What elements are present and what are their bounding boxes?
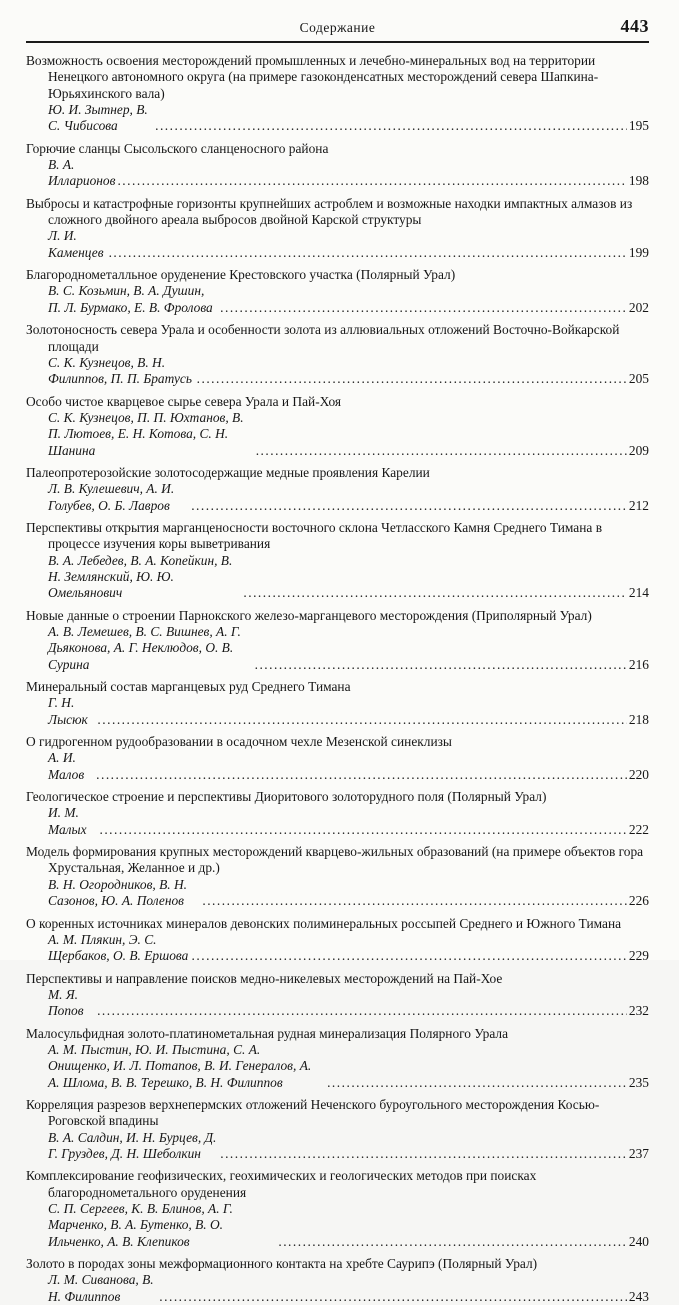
entry-title: Новые данные о строении Парнокского железо-марганцевого месторождения (Приполярный Урал)	[26, 607, 592, 623]
dot-leader	[97, 712, 626, 728]
entry-authors-line	[26, 695, 649, 728]
entry-authors: С. П. Сергеев, К. В. Блинов, А. Г. Марченко, В. А. Бутенко, В. О. Ильченко, А. В. Клепиков	[48, 1201, 233, 1249]
toc-list	[26, 53, 649, 1305]
entry-title: Перспективы и направление поисков медно-никелевых месторождений на Пай-Хое	[26, 970, 503, 986]
dot-leader	[202, 893, 627, 909]
entry-page-number: 240	[628, 1233, 649, 1249]
dot-leader	[191, 498, 627, 514]
entry-title: Выбросы и катастрофные горизонты крупнейших астроблем и возможные находки импактных алмазов из сложного двойного ареала выбросов двойной Карской структуры	[26, 195, 633, 228]
toc-entry	[26, 789, 649, 838]
entry-authors-line	[26, 624, 649, 673]
toc-entry	[26, 141, 649, 190]
dot-leader	[109, 245, 627, 261]
entry-authors: Л. В. Кулешевич, А. И. Голубев, О. Б. Лавров	[48, 481, 175, 513]
entry-authors: В. Н. Огородников, В. Н. Сазонов, Ю. А. Поленов	[48, 876, 188, 909]
entry-authors: В. А. Салдин, И. Н. Бурцев, Д. Г. Груздев, Д. Н. Шеболкин	[48, 1129, 217, 1161]
entry-authors-line	[26, 877, 649, 910]
dot-leader	[255, 657, 627, 673]
toc-entry	[26, 608, 649, 673]
entry-authors: В. С. Козьмин, В. А. Душин, П. Л. Бурмако, Е. В. Фролова	[48, 283, 213, 315]
entry-authors: Л. И. Каменцев	[48, 228, 104, 260]
entry-page-number: 235	[628, 1074, 649, 1090]
toc-entry	[26, 520, 649, 602]
toc-entry	[26, 1026, 649, 1091]
entry-authors-line	[26, 987, 649, 1020]
entry-authors-line	[26, 283, 649, 316]
toc-entry	[26, 679, 649, 728]
toc-entry	[26, 267, 649, 316]
dot-leader	[256, 443, 627, 459]
dot-leader	[159, 1289, 627, 1305]
entry-title: Комплексирование геофизических, геохимических и геологических методов при поисках благороднометального оруденения	[26, 1168, 537, 1200]
toc-entry	[26, 394, 649, 459]
entry-authors: А. В. Лемешев, В. С. Вишнев, А. Г. Дьяконова, А. Г. Неклюдов, О. В. Сурина	[48, 624, 241, 672]
entry-authors-line	[26, 157, 649, 190]
entry-title: О гидрогенном рудообразовании в осадочном чехле Мезенской синеклизы	[26, 734, 452, 750]
entry-title: Золото в породах зоны межформационного контакта на хребте Саурипэ (Полярный Урал)	[26, 1256, 538, 1272]
dot-leader	[97, 1003, 627, 1019]
entry-authors-line	[26, 1042, 649, 1091]
entry-authors: В. А. Лебедев, В. А. Копейкин, В. Н. Землянский, Ю. Ю. Омельянович	[48, 552, 233, 601]
entry-title: Благороднометалльное оруденение Крестовского участка (Полярный Урал)	[26, 267, 456, 283]
entry-authors-line	[26, 750, 649, 783]
entry-page-number: 202	[628, 299, 649, 315]
toc-entry	[26, 916, 649, 965]
dot-leader	[243, 585, 627, 601]
entry-page-number: 214	[628, 585, 649, 601]
entry-title: Горючие сланцы Сысольского сланценосного района	[26, 140, 329, 156]
entry-authors: С. К. Кузнецов, П. П. Юхтанов, В. П. Лютоев, Е. Н. Котова, С. Н. Шанина	[48, 409, 244, 458]
dot-leader	[99, 822, 626, 838]
contents-header	[26, 16, 649, 43]
dot-leader	[327, 1075, 627, 1091]
toc-entry	[26, 734, 649, 783]
entry-page-number: 222	[628, 821, 649, 837]
toc-entry	[26, 844, 649, 909]
dot-leader	[220, 1146, 627, 1162]
entry-authors-line	[26, 553, 649, 602]
entry-page-number: 205	[628, 371, 649, 387]
page-number-header: 443	[620, 16, 649, 36]
toc-entry	[26, 1168, 649, 1250]
entry-authors-line	[26, 1272, 649, 1305]
entry-page-number: 220	[628, 766, 649, 782]
entry-title: Особо чистое кварцевое сырье севера Урала и Пай-Хоя	[26, 393, 342, 409]
entry-authors: А. М. Плякин, Э. С. Щербаков, О. В. Ершова	[48, 931, 189, 964]
entry-authors: Л. М. Сиванова, В. Н. Филиппов	[48, 1272, 154, 1304]
entry-page-number: 237	[628, 1145, 649, 1161]
entry-page-number: 243	[628, 1288, 649, 1304]
entry-authors-line	[26, 1130, 649, 1163]
entry-page-number: 212	[628, 497, 649, 513]
entry-page-number: 209	[628, 442, 649, 458]
dot-leader	[197, 371, 627, 387]
entry-page-number: 229	[628, 948, 649, 964]
entry-title: Геологическое строение и перспективы Диоритового золоторудного поля (Полярный Урал)	[26, 789, 547, 805]
toc-entry	[26, 322, 649, 387]
toc-entry	[26, 1256, 649, 1305]
entry-authors-line	[26, 1201, 649, 1250]
entry-page-number: 198	[628, 173, 649, 189]
dot-leader	[117, 173, 626, 189]
entry-authors: С. К. Кузнецов, В. Н. Филиппов, П. П. Братусь	[48, 354, 192, 387]
dot-leader	[278, 1234, 627, 1250]
entry-page-number: 226	[628, 893, 649, 909]
entry-title: О коренных источниках минералов девонских полиминеральных россыпей Среднего и Южного Тимана	[26, 915, 622, 931]
dot-leader	[96, 767, 627, 783]
dot-leader	[155, 118, 627, 134]
entry-authors: Г. Н. Лысюк	[48, 695, 88, 727]
entry-title: Золотоносность севера Урала и особенности золота из аллювиальных отложений Восточно-Войкарской площади	[26, 322, 620, 354]
toc-entry	[26, 971, 649, 1020]
entry-authors-line	[26, 805, 649, 838]
entry-page-number: 216	[628, 656, 649, 672]
entry-authors: Ю. И. Зытнер, В. С. Чибисова	[48, 102, 148, 134]
entry-page-number: 195	[628, 118, 649, 134]
toc-entry	[26, 1097, 649, 1162]
entry-title: Корреляция разрезов верхнепермских отложений Неченского буроугольного месторождения Косью-Роговской впадины	[26, 1096, 600, 1129]
entry-authors-line	[26, 410, 649, 459]
entry-authors-line	[26, 102, 649, 135]
entry-title: Минеральный состав марганцевых руд Среднего Тимана	[26, 679, 351, 695]
entry-authors: И. М. Малых	[48, 805, 87, 837]
entry-authors: М. Я. Попов	[48, 986, 84, 1019]
entry-authors-line	[26, 481, 649, 514]
entry-title: Возможность освоения месторождений промышленных и лечебно-минеральных вод на территории Ненецкого автономного округа (на примере газоконденсатных месторождений севера Шапкина-Юрьяхинского вала)	[26, 53, 599, 101]
entry-authors: А. И. Малов	[48, 750, 85, 782]
entry-page-number: 232	[628, 1003, 649, 1019]
entry-authors: В. А. Илларионов	[48, 157, 116, 189]
entry-title: Палеопротерозойские золотосодержащие медные проявления Карелии	[26, 464, 430, 480]
entry-title: Перспективы открытия марганценосности восточного склона Четласского Камня Среднего Тимана в процессе изучения коры выветривания	[26, 519, 603, 552]
entry-page-number: 199	[628, 244, 649, 260]
entry-page-number: 218	[628, 711, 649, 727]
toc-entry	[26, 196, 649, 261]
dot-leader	[220, 300, 627, 316]
entry-authors-line	[26, 355, 649, 388]
toc-entry	[26, 465, 649, 514]
dot-leader	[192, 948, 627, 964]
toc-entry	[26, 53, 649, 135]
entry-authors: А. М. Пыстин, Ю. И. Пыстина, С. А. Онищенко, И. Л. Потапов, В. И. Генералов, А. А. Шлома, В. В. Терешко, В. Н. Филиппов	[48, 1041, 312, 1090]
entry-title: Модель формирования крупных месторождений кварцево-жильных образований (на примере объектов гора Хрустальная, Желанное и др.)	[26, 844, 644, 876]
entry-authors-line	[26, 228, 649, 261]
contents-title: Содержание	[299, 20, 376, 35]
entry-title: Малосульфидная золото-платинометальная рудная минерализация Полярного Урала	[26, 1025, 509, 1041]
